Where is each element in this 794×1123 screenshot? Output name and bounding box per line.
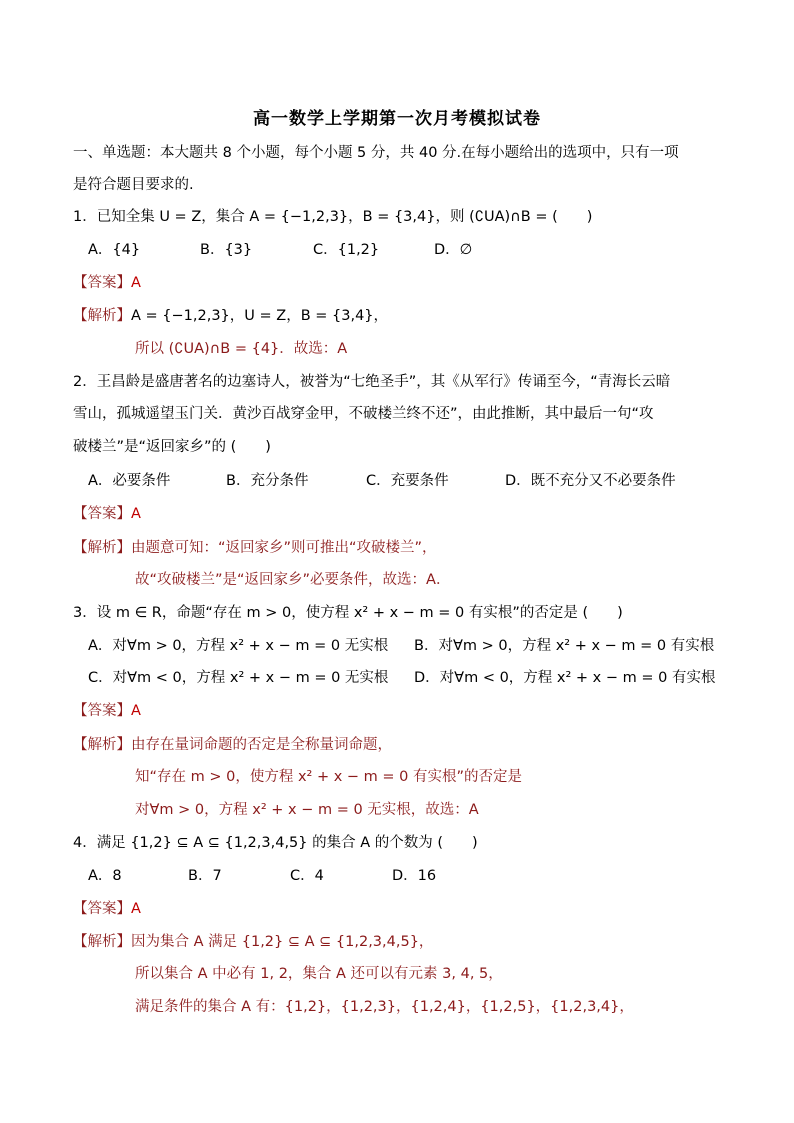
answer-label: 【答案】 bbox=[73, 901, 131, 917]
q3-analysis-2: 知“存在 m > 0，使方程 x² + x − m = 0 有实根”的否定是 bbox=[135, 769, 522, 785]
section-intro-line-2: 是符合题目要求的. bbox=[73, 177, 194, 193]
q2-stem-line-1: 2．王昌龄是盛唐著名的边塞诗人，被誉为“七绝圣手”，其《从军行》传诵至今，“青海长云暗 bbox=[73, 374, 671, 390]
analysis-label: 【解析】 bbox=[73, 737, 131, 753]
q4-option-a: A．8 bbox=[88, 868, 122, 884]
q1-option-b: B．{3} bbox=[200, 242, 253, 258]
q2-stem-line-3: 破楼兰”是“返回家乡”的 ( ) bbox=[73, 439, 271, 455]
q3-option-d: D．对∀m < 0，方程 x² + x − m = 0 有实根 bbox=[414, 670, 716, 686]
analysis-label: 【解析】 bbox=[73, 308, 131, 324]
q2-option-b: B．充分条件 bbox=[226, 473, 309, 489]
q1-analysis-row bbox=[73, 306, 388, 326]
q1-option-a: A．{4} bbox=[88, 242, 141, 258]
q3-answer: A bbox=[131, 703, 141, 719]
q2-stem-line-2: 雪山，孤城遥望玉门关．黄沙百战穿金甲，不破楼兰终不还”，由此推断，其中最后一句“攻 bbox=[73, 406, 654, 422]
q4-option-c: C．4 bbox=[290, 868, 324, 884]
q3-option-a: A．对∀m > 0，方程 x² + x − m = 0 无实根 bbox=[88, 638, 389, 654]
q4-answer-row bbox=[73, 899, 141, 919]
q2-analysis-row bbox=[73, 538, 437, 558]
q3-option-c: C．对∀m < 0，方程 x² + x − m = 0 无实根 bbox=[88, 670, 389, 686]
page-title: 高一数学上学期第一次月考模拟试卷 bbox=[253, 109, 541, 129]
q3-option-b: B．对∀m > 0，方程 x² + x − m = 0 有实根 bbox=[414, 638, 715, 654]
q1-answer-row bbox=[73, 273, 141, 293]
q4-answer: A bbox=[131, 901, 141, 917]
answer-label: 【答案】 bbox=[73, 703, 131, 719]
q3-analysis-row bbox=[73, 735, 392, 755]
q4-stem: 4．满足 {1,2} ⊆ A ⊆ {1,2,3,4,5} 的集合 A 的个数为 ( ) bbox=[73, 835, 478, 851]
answer-label: 【答案】 bbox=[73, 506, 131, 522]
q1-answer: A bbox=[131, 275, 141, 291]
q1-analysis-1: A = {−1,2,3}，U = Z，B = {3,4}， bbox=[131, 308, 389, 324]
q2-analysis-1: 由题意可知：“返回家乡”则可推出“攻破楼兰”， bbox=[131, 540, 437, 556]
q4-analysis-row bbox=[73, 932, 433, 952]
q4-analysis-1: 因为集合 A 满足 {1,2} ⊆ A ⊆ {1,2,3,4,5}， bbox=[131, 934, 434, 950]
q3-answer-row bbox=[73, 701, 141, 721]
q2-answer-row bbox=[73, 504, 141, 524]
answer-label: 【答案】 bbox=[73, 275, 131, 291]
analysis-label: 【解析】 bbox=[73, 934, 131, 950]
section-intro-line-1: 一、单选题：本大题共 8 个小题，每个小题 5 分，共 40 分.在每小题给出的选项中，只有一项 bbox=[73, 145, 679, 161]
q2-answer: A bbox=[131, 506, 141, 522]
q1-option-d: D．∅ bbox=[434, 242, 473, 258]
q1-option-c: C．{1,2} bbox=[313, 242, 380, 258]
q3-stem: 3．设 m ∈ R，命题“存在 m > 0，使方程 x² + x − m = 0 有实根”的否定是 ( ) bbox=[73, 605, 623, 621]
q4-analysis-3: 满足条件的集合 A 有：{1,2}，{1,2,3}，{1,2,4}，{1,2,5}，{1,2,3,4}， bbox=[135, 999, 634, 1015]
q1-stem: 1．已知全集 U = Z，集合 A = {−1,2,3}，B = {3,4}，则 (∁UA)∩B = ( ) bbox=[73, 209, 593, 225]
analysis-label: 【解析】 bbox=[73, 540, 131, 556]
q3-analysis-1: 由存在量词命题的否定是全称量词命题， bbox=[131, 737, 392, 753]
q4-option-d: D．16 bbox=[392, 868, 437, 884]
q2-option-a: A．必要条件 bbox=[88, 473, 171, 489]
q2-option-d: D．既不充分又不必要条件 bbox=[505, 473, 676, 489]
q4-option-b: B．7 bbox=[188, 868, 222, 884]
q2-option-c: C．充要条件 bbox=[366, 473, 449, 489]
q3-analysis-3: 对∀m > 0，方程 x² + x − m = 0 无实根，故选：A bbox=[135, 802, 479, 818]
q1-analysis-2: 所以 (∁UA)∩B = {4}．故选：A bbox=[135, 341, 348, 357]
q2-analysis-2: 故“攻破楼兰”是“返回家乡”必要条件，故选：A． bbox=[135, 572, 451, 588]
q4-analysis-2: 所以集合 A 中必有 1, 2，集合 A 还可以有元素 3, 4, 5， bbox=[135, 966, 503, 982]
